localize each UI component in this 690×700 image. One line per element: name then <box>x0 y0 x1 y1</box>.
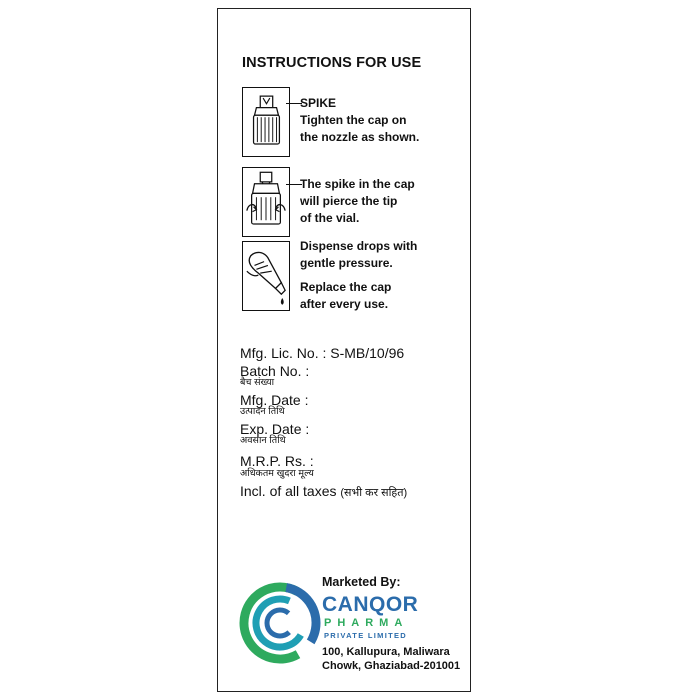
exp-date-label: Exp. Date : <box>240 421 310 437</box>
mfg-license: Mfg. Lic. No. : S-MB/10/96 <box>240 345 405 361</box>
step-2-line: will pierce the tip <box>300 194 398 208</box>
step-4-line: Replace the cap <box>300 280 392 294</box>
step-1-line: the nozzle as shown. <box>300 130 420 144</box>
step-3-text <box>300 238 417 272</box>
step-4-text <box>300 279 391 313</box>
batch-number-label-hindi: बैच संख्या <box>240 377 275 388</box>
canqor-logo-icon <box>236 577 324 665</box>
mfg-date-label-hindi: उत्पादन तिथि <box>240 406 285 417</box>
step-3-line: Dispense drops with <box>300 239 418 253</box>
product-label <box>217 8 471 692</box>
step-1-line: Tighten the cap on <box>300 113 407 127</box>
step-2-line: of the vial. <box>300 211 360 225</box>
mrp-label-hindi: अधिकतम खुदरा मूल्य <box>240 468 314 479</box>
mrp-label: M.R.P. Rs. : <box>240 453 314 469</box>
step-4-line: after every use. <box>300 297 389 311</box>
address-line: Chowk, Ghaziabad-201001 <box>322 660 461 672</box>
brand-name: CANQOR <box>322 593 419 616</box>
brand-company-type: PRIVATE LIMITED <box>324 631 407 640</box>
taxes-note-english: Incl. of all taxes <box>240 483 337 499</box>
taxes-note <box>240 483 407 501</box>
exp-date-label-hindi: अवसान तिथि <box>240 435 286 446</box>
brand-subtitle: PHARMA <box>324 617 409 629</box>
dropper-squeeze-icon <box>242 241 290 311</box>
batch-number-label: Batch No. : <box>240 363 310 379</box>
step-1-text <box>300 95 419 146</box>
step-1-heading: SPIKE <box>300 96 337 110</box>
address-line: 100, Kallupura, Maliwara <box>322 646 450 658</box>
spike-cap-icon <box>242 87 290 157</box>
marketer-address <box>322 645 460 673</box>
mfg-date-label: Mfg. Date : <box>240 392 309 408</box>
step-2-line: The spike in the cap <box>300 177 415 191</box>
marketed-by-label: Marketed By: <box>322 575 401 589</box>
instructions-title: INSTRUCTIONS FOR USE <box>242 55 422 71</box>
step-3-line: gentle pressure. <box>300 256 393 270</box>
taxes-note-hindi: (सभी कर सहित) <box>340 487 408 499</box>
step-2-text <box>300 176 415 227</box>
vial-pierce-icon <box>242 167 290 237</box>
